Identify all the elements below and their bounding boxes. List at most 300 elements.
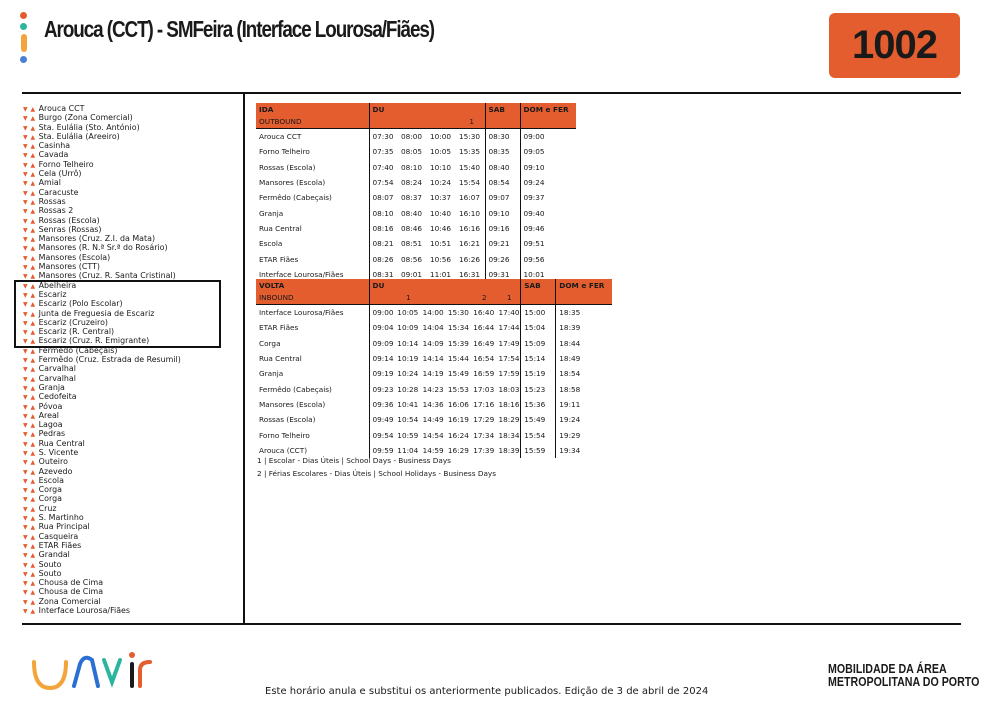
time-cell: 19:24 [556, 412, 612, 427]
stop-list [23, 104, 181, 615]
direction-arrows-icon: ▼ ▲ [23, 524, 36, 532]
direction-arrows-icon: ▼ ▲ [23, 226, 36, 234]
table-header [256, 103, 576, 116]
direction-arrows-icon: ▼ ▲ [23, 254, 36, 262]
time-cell: 14:23 [422, 384, 444, 394]
stop-item [23, 402, 181, 411]
stop-name: Sta. Eulália (Sto. António) [38, 122, 140, 132]
stop-item [23, 485, 181, 494]
dom-note [520, 116, 576, 129]
time-cell: 10:05 [430, 147, 452, 157]
direction-arrows-icon: ▼ ▲ [23, 319, 36, 327]
table-row [256, 427, 612, 442]
time-cell: 16:21 [459, 239, 481, 249]
time-cell: 18:58 [556, 381, 612, 396]
direction-arrows-icon: ▼ ▲ [23, 357, 36, 365]
time-cell: 17:44 [498, 323, 520, 333]
stop-name: Escariz (Polo Escolar) [38, 299, 123, 309]
direction-arrows-icon: ▼ ▲ [23, 282, 36, 290]
time-cell: 10:10 [430, 162, 452, 172]
table-header [256, 279, 612, 292]
time-cell: 07:54 [369, 175, 398, 190]
note-marker [445, 292, 470, 305]
mobility-line-1: MOBILIDADE DA ÁREA [828, 661, 947, 676]
page-title: Arouca (CCT) - SMFeira (Interface Lourosa/Fiães) [44, 16, 435, 42]
time-cell: 09:54 [369, 427, 394, 442]
time-cell: 08:07 [369, 190, 398, 205]
time-cell: 10:14 [397, 338, 419, 348]
time-cell: 17:39 [473, 445, 495, 455]
stop-item [23, 504, 181, 513]
time-cell: 18:44 [556, 336, 612, 351]
time-cell: 08:30 [485, 129, 520, 145]
stop-name: Rossas (Escola) [38, 215, 100, 225]
stop-item [23, 392, 181, 401]
direction-arrows-icon: ▼ ▲ [23, 245, 36, 253]
table-subheader [256, 292, 612, 305]
row-stop: Interface Lourosa/Fiães [259, 308, 344, 318]
table-row [256, 320, 612, 335]
stop-item [23, 355, 181, 364]
stop-name: Zona Comercial [38, 596, 101, 606]
time-cell: 09:37 [520, 190, 576, 205]
outbound-table [256, 103, 576, 282]
direction-arrows-icon: ▼ ▲ [23, 561, 36, 569]
stop-name: Cela (Urrô) [38, 169, 82, 179]
direction-arrows-icon: ▼ ▲ [23, 329, 36, 337]
stop-name: Póvoa [38, 401, 63, 411]
direction-arrows-icon: ▼ ▲ [23, 264, 36, 272]
stop-name: Lagoa [38, 420, 63, 430]
table-row [256, 381, 612, 396]
time-cell: 11:04 [397, 445, 419, 455]
stop-name: Arouca CCT [38, 104, 85, 113]
stop-name: S. Vicente [38, 447, 79, 457]
stop-name: S. Martinho [38, 513, 84, 523]
stop-name: Mansores (Cruz. Z.I. da Mata) [38, 234, 156, 244]
direction-arrows-icon: ▼ ▲ [23, 106, 36, 113]
table-row [256, 305, 612, 321]
direction-arrows-icon: ▼ ▲ [23, 143, 36, 151]
stop-name: Azevedo [38, 466, 73, 476]
stop-item [23, 206, 181, 215]
stop-name: Chousa de Cima [38, 587, 104, 597]
time-cell: 08:05 [401, 147, 423, 157]
stop-name: Cedofeita [38, 392, 77, 402]
table-row [256, 251, 576, 266]
time-cell: 15:39 [447, 338, 469, 348]
stop-item [23, 243, 181, 252]
time-cell: 09:46 [520, 221, 576, 236]
footnote-2: 2 | Férias Escolares - Dias Úteis | School Holidays - Business Days [257, 469, 497, 478]
stop-name: Senras (Rossas) [38, 224, 102, 234]
stop-item [23, 494, 181, 503]
stop-name: Souto [38, 568, 62, 578]
direction-arrows-icon: ▼ ▲ [23, 598, 36, 606]
row-stop: Forno Telheiro [259, 430, 310, 440]
stop-item [23, 197, 181, 206]
stop-name: Abelheira [38, 280, 77, 290]
row-stop: Fermêdo (Cabeçais) [259, 193, 332, 203]
time-cell: 09:31 [485, 267, 520, 282]
stop-name: Corga [38, 485, 62, 495]
direction-label: VOLTA [256, 279, 369, 292]
time-cell: 15:35 [459, 147, 481, 157]
direction-arrows-icon: ▼ ▲ [23, 449, 36, 457]
time-cell: 18:34 [498, 430, 520, 440]
stop-name: Granja [38, 382, 65, 392]
du-header: DU [369, 279, 521, 292]
direction-arrows-icon: ▼ ▲ [23, 347, 36, 355]
time-cell: 19:34 [556, 443, 612, 458]
stop-item [23, 457, 181, 466]
edition-notice: Este horário anula e substitui os anteriormente publicados. Edição de 3 de abril de 2024 [265, 686, 709, 697]
time-cell: 10:46 [430, 223, 452, 233]
dom-note [556, 292, 612, 305]
row-stop: Rua Central [259, 223, 302, 233]
time-cell: 16:40 [473, 308, 495, 318]
time-cell: 18:39 [556, 320, 612, 335]
time-cell: 17:03 [473, 384, 495, 394]
time-cell: 14:04 [422, 323, 444, 333]
stop-item [23, 150, 181, 159]
time-cell: 07:30 [369, 129, 398, 145]
stop-name: Escariz (R. Central) [38, 327, 115, 337]
direction-arrows-icon: ▼ ▲ [23, 440, 36, 448]
time-cell: 15:30 [447, 308, 469, 318]
row-stop: Corga [259, 338, 281, 348]
time-cell: 15:23 [521, 381, 556, 396]
direction-arrows-icon: ▼ ▲ [23, 273, 36, 281]
row-stop: Mansores (Escola) [259, 178, 326, 188]
direction-arrows-icon: ▼ ▲ [23, 580, 36, 588]
time-cell: 09:59 [369, 443, 394, 458]
stop-item [23, 420, 181, 429]
table-row [256, 351, 612, 366]
time-cell: 10:24 [430, 178, 452, 188]
table-row [256, 175, 576, 190]
stop-name: Amial [38, 178, 61, 188]
time-cell: 08:51 [401, 239, 423, 249]
note-marker [427, 116, 456, 129]
stop-name: Caracuste [38, 187, 79, 197]
time-cell: 09:40 [520, 205, 576, 220]
table-subheader [256, 116, 576, 129]
direction-arrows-icon: ▼ ▲ [23, 533, 36, 541]
time-cell: 07:35 [369, 144, 398, 159]
stop-item [23, 132, 181, 141]
direction-label: IDA [256, 103, 369, 116]
time-cell: 19:11 [556, 397, 612, 412]
highlight-box [14, 280, 221, 348]
time-cell: 14:36 [422, 399, 444, 409]
direction-arrows-icon: ▼ ▲ [23, 477, 36, 485]
stop-item [23, 234, 181, 243]
time-cell: 10:28 [397, 384, 419, 394]
row-stop: Mansores (Escola) [259, 399, 326, 409]
time-cell: 10:37 [430, 193, 452, 203]
time-cell: 08:21 [369, 236, 398, 251]
row-stop: Fermêdo (Cabeçais) [259, 384, 332, 394]
dom-header: DOM e FER [520, 103, 576, 116]
time-cell: 16:29 [447, 445, 469, 455]
mobility-logo [828, 662, 979, 688]
time-cell: 10:19 [397, 354, 419, 364]
direction-arrows-icon: ▼ ▲ [23, 422, 36, 430]
stop-name: Mansores (Cruz. R. Santa Cristinal) [38, 271, 176, 281]
stop-name: Escariz (Cruz. R. Emigrante) [38, 336, 150, 346]
row-stop: Interface Lourosa/Fiães [259, 269, 344, 279]
stop-name: Casqueira [38, 531, 79, 541]
table-row [256, 221, 576, 236]
table-row [256, 412, 612, 427]
table-row [256, 160, 576, 175]
time-cell: 19:29 [556, 427, 612, 442]
direction-arrows-icon: ▼ ▲ [23, 431, 36, 439]
direction-arrows-icon: ▼ ▲ [23, 468, 36, 476]
stop-item [23, 262, 181, 271]
time-cell: 15:44 [447, 354, 469, 364]
time-cell: 08:24 [401, 178, 423, 188]
time-cell: 09:09 [369, 336, 394, 351]
top-divider [22, 92, 961, 94]
direction-arrows-icon: ▼ ▲ [23, 198, 36, 206]
table-row [256, 366, 612, 381]
direction-arrows-icon: ▼ ▲ [23, 152, 36, 160]
row-stop: Granja [259, 369, 284, 379]
stop-item [23, 178, 181, 187]
direction-arrows-icon: ▼ ▲ [23, 412, 36, 420]
direction-arrows-icon: ▼ ▲ [23, 171, 36, 179]
stop-name: Burgo (Zona Comercial) [38, 113, 133, 123]
time-cell: 15:49 [447, 369, 469, 379]
stop-name: Chousa de Cima [38, 578, 104, 588]
row-stop: Granja [259, 208, 284, 218]
direction-label-en: INBOUND [256, 292, 369, 305]
direction-label-en: OUTBOUND [256, 116, 369, 129]
time-cell: 10:24 [397, 369, 419, 379]
stop-name: Corga [38, 494, 62, 504]
stop-name: Escariz (Cruzeiro) [38, 317, 108, 327]
time-cell: 08:00 [401, 132, 423, 142]
stop-name: Carvalhal [38, 364, 76, 374]
time-cell: 16:06 [447, 399, 469, 409]
stop-name: Carvalhal [38, 373, 76, 383]
sab-header: SAB [485, 103, 520, 116]
time-cell: 15:14 [521, 351, 556, 366]
stop-name: Rua Principal [38, 522, 90, 532]
time-cell: 15:19 [521, 366, 556, 381]
stop-name: Forno Telheiro [38, 159, 94, 169]
time-cell: 08:35 [485, 144, 520, 159]
time-cell: 09:56 [520, 251, 576, 266]
time-cell: 15:40 [459, 162, 481, 172]
stop-item [23, 374, 181, 383]
direction-arrows-icon: ▼ ▲ [23, 208, 36, 216]
time-cell: 08:56 [401, 254, 423, 264]
time-cell: 15:30 [459, 132, 481, 142]
stop-item [23, 578, 181, 587]
row-stop: Rossas (Escola) [259, 415, 316, 425]
stop-name: Fermêdo (Cabeçais) [38, 345, 118, 355]
direction-arrows-icon: ▼ ▲ [23, 189, 36, 197]
stop-item [23, 225, 181, 234]
stop-name: Areal [38, 410, 59, 420]
direction-arrows-icon: ▼ ▲ [23, 310, 36, 318]
stop-item [23, 597, 181, 606]
direction-arrows-icon: ▼ ▲ [23, 515, 36, 523]
time-cell: 10:40 [430, 208, 452, 218]
time-cell: 15:00 [521, 305, 556, 321]
stop-item [23, 439, 181, 448]
sab-note [521, 292, 556, 305]
stop-item [23, 550, 181, 559]
time-cell: 11:01 [430, 269, 452, 279]
sab-header: SAB [521, 279, 556, 292]
brand-dot-blue [20, 56, 27, 63]
time-cell: 15:54 [521, 427, 556, 442]
time-cell: 10:01 [520, 267, 576, 282]
time-cell: 09:14 [369, 351, 394, 366]
inbound-table [256, 279, 612, 458]
table-row [256, 190, 576, 205]
time-cell: 08:37 [401, 193, 423, 203]
time-cell: 09:10 [485, 205, 520, 220]
unir-logo [30, 646, 155, 700]
stop-item [23, 513, 181, 522]
note-marker [398, 116, 427, 129]
time-cell: 15:54 [459, 178, 481, 188]
time-cell: 17:49 [498, 338, 520, 348]
row-stop: Arouca CCT [259, 132, 302, 142]
direction-arrows-icon: ▼ ▲ [23, 338, 36, 346]
stop-name: Fermêdo (Cruz. Estrada de Resumil) [38, 355, 181, 365]
stop-item [23, 467, 181, 476]
time-cell: 16:31 [459, 269, 481, 279]
time-cell: 17:54 [498, 354, 520, 364]
dom-header: DOM e FER [556, 279, 612, 292]
direction-arrows-icon: ▼ ▲ [23, 115, 36, 123]
table-row [256, 236, 576, 251]
time-cell: 09:49 [369, 412, 394, 427]
stop-item [23, 411, 181, 420]
stop-name: Escola [38, 475, 64, 485]
time-cell: 09:01 [401, 269, 423, 279]
stop-name: Rossas 2 [38, 206, 74, 216]
time-cell: 10:05 [397, 308, 419, 318]
stop-item [23, 364, 181, 373]
row-stop: Escola [259, 239, 283, 249]
stop-name: ETAR Fiães [38, 540, 82, 550]
du-header: DU [369, 103, 485, 116]
stop-item [23, 476, 181, 485]
time-cell: 15:09 [521, 336, 556, 351]
time-cell: 08:46 [401, 223, 423, 233]
time-cell: 09:00 [520, 129, 576, 145]
time-cell: 08:16 [369, 221, 398, 236]
route-number: 1002 [852, 23, 937, 67]
stop-item [23, 606, 181, 615]
stop-name: Cavada [38, 150, 69, 160]
time-cell: 09:24 [520, 175, 576, 190]
brand-bar-yellow [21, 34, 27, 52]
table-row [256, 336, 612, 351]
time-cell: 18:03 [498, 384, 520, 394]
time-cell: 08:26 [369, 251, 398, 266]
stop-name: Cruz [38, 503, 57, 513]
stop-name: Junta de Freguesia de Escariz [38, 308, 155, 318]
route-number-badge [829, 13, 960, 78]
time-cell: 14:54 [422, 430, 444, 440]
brand-dot-red [20, 12, 27, 19]
time-cell: 14:00 [422, 308, 444, 318]
stop-name: Rossas [38, 196, 66, 206]
time-cell: 10:59 [397, 430, 419, 440]
direction-arrows-icon: ▼ ▲ [23, 133, 36, 141]
direction-arrows-icon: ▼ ▲ [23, 570, 36, 578]
time-cell: 15:53 [447, 384, 469, 394]
time-cell: 18:54 [556, 366, 612, 381]
time-cell: 14:09 [422, 338, 444, 348]
time-cell: 09:21 [485, 236, 520, 251]
mobility-line-2: METROPOLITANA DO PORTO [828, 674, 980, 689]
note-marker [369, 116, 398, 129]
direction-arrows-icon: ▼ ▲ [23, 505, 36, 513]
note-marker [420, 292, 445, 305]
time-cell: 09:26 [485, 251, 520, 266]
time-cell: 15:49 [521, 412, 556, 427]
direction-arrows-icon: ▼ ▲ [23, 608, 36, 616]
direction-arrows-icon: ▼ ▲ [23, 403, 36, 411]
direction-arrows-icon: ▼ ▲ [23, 459, 36, 467]
time-cell: 16:10 [459, 208, 481, 218]
stop-name: Grandal [38, 550, 70, 560]
time-cell: 10:54 [397, 415, 419, 425]
stop-name: Escariz [38, 289, 67, 299]
brand-dot-teal [20, 23, 27, 30]
direction-arrows-icon: ▼ ▲ [23, 124, 36, 132]
time-cell: 18:29 [498, 415, 520, 425]
time-cell: 08:10 [401, 162, 423, 172]
time-cell: 10:51 [430, 239, 452, 249]
stop-item [23, 141, 181, 150]
direction-arrows-icon: ▼ ▲ [23, 180, 36, 188]
stop-item [23, 569, 181, 578]
time-cell: 08:54 [485, 175, 520, 190]
table-row [256, 397, 612, 412]
time-cell: 10:00 [430, 132, 452, 142]
row-stop: Arouca (CCT) [259, 445, 308, 455]
row-stop: Rossas (Escola) [259, 162, 316, 172]
time-cell: 14:59 [422, 445, 444, 455]
time-cell: 09:19 [369, 366, 394, 381]
stop-name: Sta. Eulália (Areeiro) [38, 131, 120, 141]
time-cell: 17:34 [473, 430, 495, 440]
stop-name: Interface Lourosa/Fiães [38, 606, 131, 616]
stop-name: Mansores (R. N.ª Sr.ª do Rosário) [38, 243, 168, 253]
time-cell: 18:49 [556, 351, 612, 366]
stop-item [23, 587, 181, 596]
stop-item [23, 532, 181, 541]
time-cell: 16:19 [447, 415, 469, 425]
table-row [256, 144, 576, 159]
direction-arrows-icon: ▼ ▲ [23, 496, 36, 504]
stop-item [23, 104, 181, 113]
stop-name: Outeiro [38, 457, 68, 467]
time-cell: 09:10 [520, 160, 576, 175]
time-cell: 08:40 [401, 208, 423, 218]
time-cell: 15:36 [521, 397, 556, 412]
